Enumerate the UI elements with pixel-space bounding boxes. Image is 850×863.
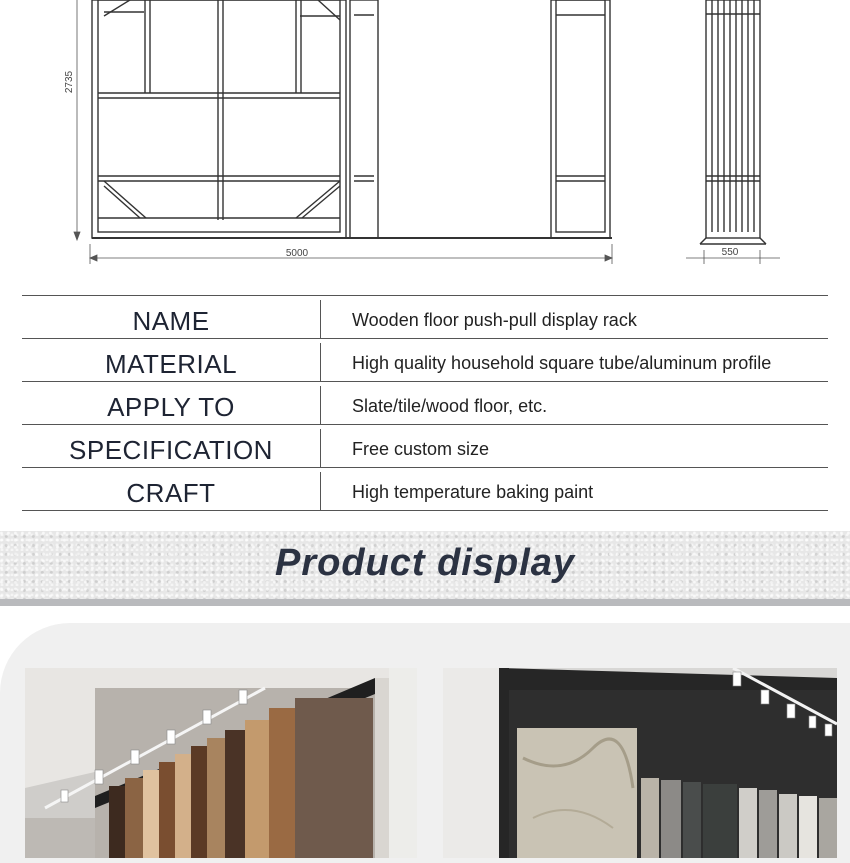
spec-value: Wooden floor push-pull display rack	[352, 310, 637, 330]
product-photo-wood	[25, 668, 417, 858]
spec-row-apply-to	[22, 381, 828, 424]
spec-divider	[320, 386, 321, 424]
spec-label: SPECIFICATION	[69, 435, 273, 465]
height-dimension: 2735	[64, 70, 75, 94]
spec-divider	[320, 343, 321, 381]
spec-table	[22, 295, 828, 511]
technical-drawing	[0, 0, 850, 280]
spec-row-material	[22, 338, 828, 381]
spec-value: Free custom size	[352, 439, 490, 459]
depth-dimension: 550	[721, 247, 739, 258]
side-view	[706, 0, 760, 238]
spec-label: CRAFT	[126, 478, 216, 508]
spec-value: High quality household square tube/aluminum profile	[352, 353, 772, 373]
spec-row-specification	[22, 424, 828, 467]
spec-divider	[320, 472, 321, 510]
spec-divider	[320, 300, 321, 338]
product-photo-stone	[443, 668, 837, 858]
spec-row-craft	[22, 467, 828, 511]
banner-underline	[0, 599, 850, 606]
spec-row-name	[22, 295, 828, 338]
spec-label: NAME	[132, 306, 210, 336]
spec-value: Slate/tile/wood floor, etc.	[352, 396, 548, 416]
product-display-banner	[0, 531, 850, 599]
spec-divider	[320, 429, 321, 467]
spec-value: High temperature baking paint	[352, 482, 594, 502]
spec-label: MATERIAL	[104, 349, 238, 379]
width-dimension: 5000	[285, 248, 309, 259]
banner-title: Product display	[274, 542, 576, 584]
left-frame	[92, 0, 346, 238]
spec-label: APPLY TO	[107, 392, 235, 422]
